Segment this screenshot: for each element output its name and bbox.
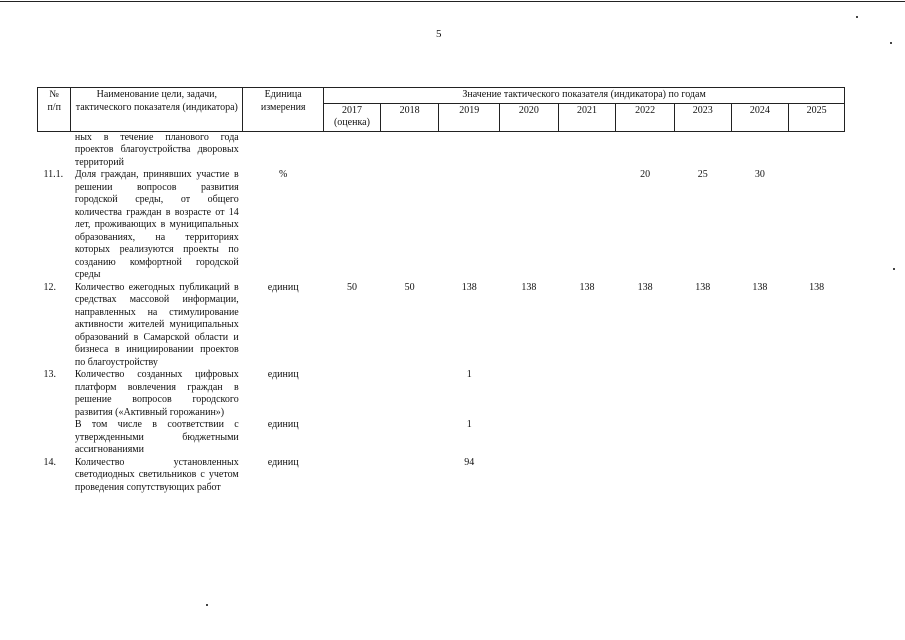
row-num: 13.	[43, 369, 56, 380]
header-year: 2018	[380, 103, 439, 131]
row-unit	[243, 131, 324, 169]
row-name: Доля граждан, принявших участие в решении вопросов развития городской среды, от общего количества граждан в возрасте от 14 лет, проживающих в муниципальных образованиях, на территориях которых реализуются проекты по созданию комфортной городской среды	[74, 169, 239, 280]
header-num: № п/п	[38, 88, 71, 132]
header-unit: Единица измерения	[243, 88, 324, 132]
row-value	[789, 419, 845, 457]
table-row	[38, 369, 845, 419]
row-value	[731, 131, 789, 169]
header-year: 2025	[789, 103, 845, 131]
row-num	[38, 419, 71, 457]
header-year: 2020	[500, 103, 559, 131]
row-value: 50	[404, 281, 415, 293]
header-year: 2024	[731, 103, 789, 131]
row-value	[616, 457, 675, 495]
indicator-table	[37, 87, 845, 494]
row-value	[789, 169, 845, 282]
row-unit: единиц	[267, 281, 299, 293]
scan-speck	[893, 268, 895, 270]
header-year: 2017 (оценка)	[324, 103, 381, 131]
row-value	[789, 457, 845, 495]
row-value: 138	[579, 281, 595, 293]
row-value: 1	[466, 419, 472, 430]
row-value	[380, 131, 439, 169]
row-value	[558, 457, 616, 495]
row-unit: единиц	[267, 456, 299, 468]
row-value	[674, 457, 731, 495]
row-value: 94	[464, 456, 475, 468]
row-num: 11.1.	[43, 169, 64, 180]
row-name: Количество ежегодных публикаций в средствах массовой информации, направленных на стимулирование активности жителей муниципальных образований в Самарской области и бизнеса в инициировании проектов по благоустройству	[74, 281, 239, 368]
row-num: 12.	[43, 281, 56, 293]
table-row	[38, 282, 845, 370]
scan-speck	[206, 604, 208, 606]
row-value	[500, 131, 559, 169]
row-value	[324, 457, 381, 495]
row-value	[324, 419, 381, 457]
row-value	[731, 457, 789, 495]
row-value	[789, 131, 845, 169]
row-value: 138	[521, 281, 537, 293]
row-unit: %	[279, 169, 288, 180]
row-value: 138	[809, 281, 825, 293]
row-name: ных в течение планового года проектов благоустройства дворовых территорий	[74, 131, 239, 168]
table-body	[38, 131, 845, 494]
row-value: 138	[695, 281, 711, 293]
row-value	[380, 369, 439, 419]
row-value	[674, 131, 731, 169]
header-values: Значение тактического показателя (индикатора) по годам	[324, 88, 845, 104]
scan-speck	[856, 16, 858, 18]
table-row	[38, 457, 845, 495]
row-unit: единиц	[267, 369, 299, 380]
header-year: 2019	[439, 103, 500, 131]
row-num: 14.	[43, 456, 56, 468]
row-value: 50	[346, 281, 357, 293]
row-value: 138	[461, 281, 477, 293]
row-value	[558, 169, 616, 282]
row-value	[558, 369, 616, 419]
header-name: Наименование цели, задачи, тактического показателя (индикатора)	[71, 88, 243, 132]
top-rule	[0, 1, 905, 2]
header-year: 2021	[558, 103, 616, 131]
row-value	[439, 131, 500, 169]
row-value	[500, 169, 559, 282]
table-row	[38, 131, 845, 169]
row-value: 138	[637, 281, 653, 293]
row-value	[616, 131, 675, 169]
row-value	[380, 169, 439, 282]
row-value	[380, 419, 439, 457]
table-row	[38, 169, 845, 282]
row-value	[324, 169, 381, 282]
row-value	[616, 419, 675, 457]
row-value	[731, 419, 789, 457]
row-value	[558, 131, 616, 169]
row-value	[674, 369, 731, 419]
row-name: В том числе в соответствии с утвержденными бюджетными ассигнованиями	[74, 419, 239, 455]
row-num	[38, 131, 71, 169]
row-value	[500, 419, 559, 457]
page-number: 5	[436, 28, 442, 40]
row-value	[731, 369, 789, 419]
row-value	[500, 457, 559, 495]
row-value	[616, 369, 675, 419]
row-value	[500, 369, 559, 419]
header-year: 2022	[616, 103, 675, 131]
row-name: Количество установленных светодиодных светильников с учетом проведения сопутствующих работ	[74, 456, 239, 493]
table-row	[38, 419, 845, 457]
table-header	[38, 88, 845, 132]
scan-speck	[890, 42, 892, 44]
row-value: 20	[640, 169, 651, 180]
row-value: 1	[466, 369, 472, 380]
row-value	[558, 419, 616, 457]
row-value	[380, 457, 439, 495]
row-value: 30	[754, 169, 765, 180]
row-name: Количество созданных цифровых платформ вовлечения граждан в решение вопросов городского развития («Активный горожанин»)	[74, 369, 239, 418]
row-value	[324, 369, 381, 419]
row-value: 138	[752, 281, 768, 293]
row-unit: единиц	[267, 419, 299, 430]
row-value	[674, 419, 731, 457]
row-value: 25	[697, 169, 708, 180]
header-year: 2023	[674, 103, 731, 131]
row-value	[439, 169, 500, 282]
row-value	[789, 369, 845, 419]
row-value	[324, 131, 381, 169]
